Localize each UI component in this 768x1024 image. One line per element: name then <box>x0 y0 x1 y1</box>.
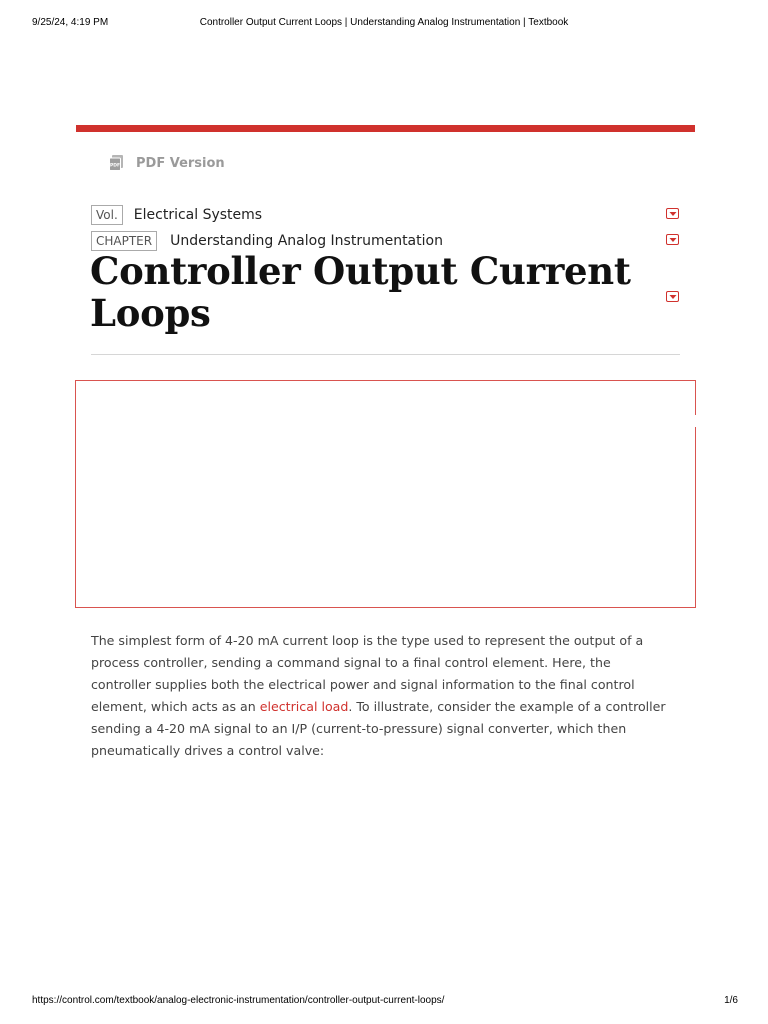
breadcrumb-chapter <box>91 231 443 251</box>
chapter-dropdown-button[interactable] <box>666 234 679 245</box>
pdf-version-link[interactable] <box>109 153 225 173</box>
volume-dropdown-button[interactable] <box>666 208 679 219</box>
print-page-number: 1/6 <box>724 995 738 1006</box>
title-divider <box>91 354 680 355</box>
chapter-tag: CHAPTER <box>91 231 157 251</box>
caret-down-icon <box>669 294 677 300</box>
breadcrumb-volume <box>91 205 262 225</box>
paragraph-text: . To illustrate, consider the example of a controller sending a 4-20 mA signal to an I/P (current-to-pressure) signal converter, which then pneumatically drives a control valve: <box>91 699 666 758</box>
article-paragraph <box>91 630 671 762</box>
page-title: Controller Output Current Loops <box>90 249 631 335</box>
pdf-version-label: PDF Version <box>136 155 225 171</box>
frame-edge <box>695 427 696 608</box>
print-page-title: Controller Output Current Loops | Understanding Analog Instrumentation | Textbook <box>199 17 569 28</box>
print-header <box>32 17 736 31</box>
pdf-file-icon <box>109 155 124 171</box>
svg-text:PDF: PDF <box>109 163 121 169</box>
print-url: https://control.com/textbook/analog-electronic-instrumentation/controller-output-current-loops/ <box>32 995 445 1006</box>
caret-down-icon <box>669 211 677 217</box>
print-datetime: 9/25/24, 4:19 PM <box>32 17 109 28</box>
caret-down-icon <box>669 237 677 243</box>
print-footer <box>32 995 738 1009</box>
frame-edge <box>695 381 696 415</box>
electrical-load-link[interactable]: electrical load <box>259 699 349 714</box>
ad-placeholder-frame <box>75 380 696 608</box>
chapter-name[interactable]: Understanding Analog Instrumentation <box>170 233 443 249</box>
accent-bar <box>76 125 695 132</box>
volume-tag: Vol. <box>91 205 123 225</box>
volume-name[interactable]: Electrical Systems <box>133 207 263 223</box>
page-dropdown-button[interactable] <box>666 291 679 302</box>
paragraph-text: The simplest form of 4-20 mA current loop is the type used to represent the output of a process controller, sending a command signal to a final control element. Here, the controller supplies both the electrical power and signal information to the final control element, which acts as an <box>91 633 644 714</box>
